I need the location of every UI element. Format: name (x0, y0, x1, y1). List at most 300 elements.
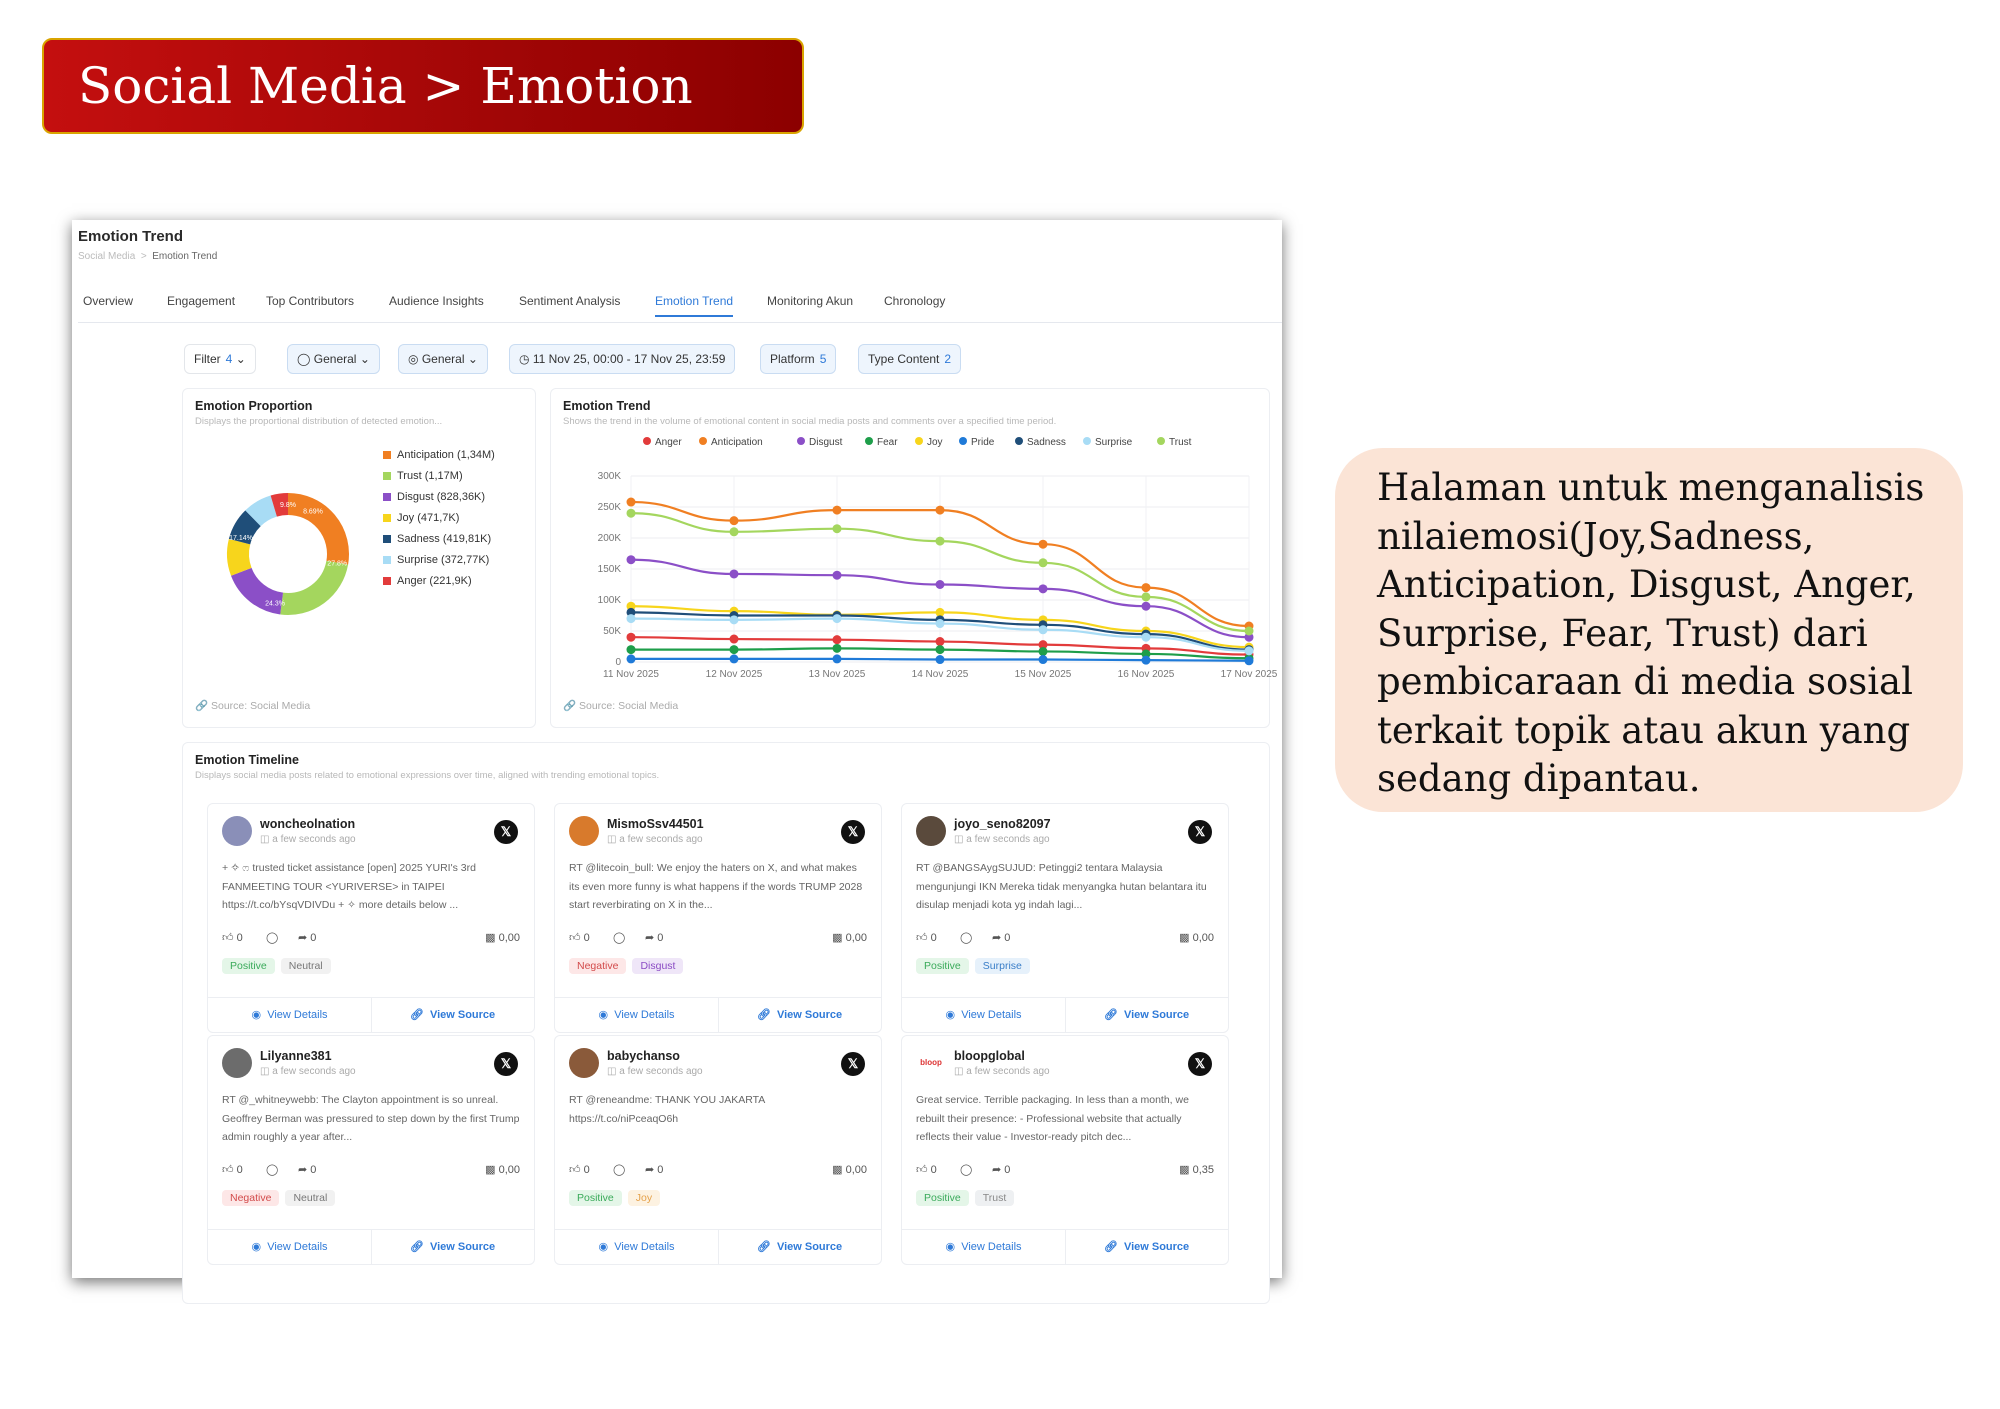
series-point (1039, 655, 1048, 664)
emotion-tag: Positive (222, 958, 275, 974)
emotion-tag: Positive (916, 958, 969, 974)
legend-label: Sadness (397, 532, 440, 545)
share-stat[interactable] (992, 931, 1010, 944)
post-card (554, 803, 882, 1033)
tab-chronology[interactable]: Chronology (884, 294, 946, 308)
avatar[interactable] (569, 1048, 599, 1078)
tab-bar (78, 294, 1282, 323)
post-time-text: a few seconds ago (966, 834, 1050, 845)
share-stat[interactable] (645, 1163, 663, 1176)
emotion-tag: Positive (916, 1190, 969, 1206)
view-details-label: View Details (614, 1241, 675, 1253)
breadcrumb-parent[interactable]: Social Media (78, 251, 136, 262)
series-point (936, 580, 945, 589)
series-point (1039, 625, 1048, 634)
series-point (627, 498, 636, 507)
link-icon: 🔗︎ (1103, 1009, 1118, 1021)
post-text: RT @litecoin_bull: We enjoy the haters on X, and what makes its even more funny is what happens if the words TRUMP 2028 start reverbirating on X in the... (569, 862, 863, 911)
tab-monitoring-akun[interactable]: Monitoring Akun (767, 294, 854, 308)
link-icon: 🔗︎ (409, 1241, 424, 1253)
series-point (936, 537, 945, 546)
donut-slice (282, 563, 338, 604)
emotion-trend-title: Emotion Trend (563, 399, 651, 413)
donut-slice-label: 9.8% (280, 502, 296, 509)
x-tick-label: 17 Nov 2025 (1220, 669, 1278, 680)
legend-item[interactable] (383, 507, 495, 528)
series-point (627, 633, 636, 642)
type-content-filter[interactable] (858, 344, 961, 374)
chevron-down-icon: ⌄ (235, 352, 246, 366)
page-title: Emotion Trend (78, 228, 183, 245)
donut-slice-label: 8.69% (303, 508, 323, 516)
trend-legend-label: Joy (927, 437, 943, 448)
legend-value: (1,34M) (456, 448, 495, 461)
dashboard-screenshot (72, 220, 1282, 1278)
score-value: 0,35 (1192, 1164, 1214, 1176)
thumbs-up-icon: 👍︎ (916, 932, 928, 944)
post-card (901, 803, 1229, 1033)
post-username[interactable]: joyo_seno82097 (954, 817, 1051, 831)
series-point (936, 645, 945, 654)
legend-label: Disgust (397, 490, 434, 503)
calendar-icon: ◫ (607, 834, 617, 845)
bar-chart-icon: ▩ (485, 1164, 496, 1176)
tab-emotion-trend[interactable]: Emotion Trend (655, 294, 733, 317)
score-value: 0,00 (845, 932, 867, 944)
x-tick-label: 11 Nov 2025 (603, 669, 659, 680)
description-note: Halaman untuk menganalisis nilaiemosi(Joy,Sadness, Anticipation, Disgust, Anger, Surprise, Fear, Trust) dari pembicaraan di media sosial terkait topik atau akun yang sedang dipantau. (1335, 448, 1963, 812)
post-text: + ✧ ෆ trusted ticket assistance [open] 2025 YURI's 3rd FANMEETING TOUR <YURIVERSE> in TAIPEI https://t.co/bYsqVDIVDu + ✧ more details below ... (222, 862, 476, 911)
legend-item[interactable] (383, 528, 495, 549)
post-actions (902, 1229, 1228, 1265)
emotion-trend-card (550, 388, 1278, 728)
slide-title: Social Media > Emotion Trend (42, 38, 804, 134)
post-actions (208, 997, 534, 1033)
post-username[interactable]: Lilyanne381 (260, 1049, 332, 1063)
like-stat[interactable] (916, 1163, 937, 1176)
chevron-down-icon: ⌄ (467, 352, 478, 366)
calendar-icon: ◫ (954, 1066, 964, 1077)
link-icon: 🔗︎ (1103, 1241, 1118, 1253)
emotion-trend-line-chart (551, 431, 1278, 691)
series-point (1142, 583, 1151, 592)
link-icon: 🔗︎ (756, 1009, 771, 1021)
like-count: 0 (930, 932, 937, 944)
legend-label: Anticipation (397, 448, 454, 461)
general-dropdown-1-value: General (313, 352, 357, 366)
type-content-label: Type Content (868, 352, 940, 366)
avatar[interactable] (222, 816, 252, 846)
trend-legend-label: Pride (971, 437, 995, 448)
comment-icon[interactable]: ◯ (613, 1164, 626, 1176)
trend-legend-marker (643, 437, 651, 445)
series-point (936, 637, 945, 646)
avatar[interactable] (569, 816, 599, 846)
comment-icon[interactable]: ◯ (266, 932, 279, 944)
emotion-timeline-subtitle: Displays social media posts related to emotional expressions over time, aligned with trending emotional topics. (195, 770, 660, 781)
comment-icon[interactable]: ◯ (613, 932, 626, 944)
share-icon: ➦ (645, 932, 655, 944)
share-count: 0 (657, 1164, 664, 1176)
avatar[interactable] (222, 1048, 252, 1078)
legend-item[interactable] (383, 444, 495, 465)
trend-legend-label: Surprise (1095, 437, 1133, 448)
donut-slice-label: 24.3% (265, 600, 285, 608)
legend-swatch (383, 514, 391, 522)
legend-value: (471,7K) (417, 511, 460, 524)
share-count: 0 (1004, 932, 1011, 944)
y-tick-label: 150K (597, 564, 621, 575)
thumbs-up-icon: 👍︎ (569, 1164, 581, 1176)
post-card (901, 1035, 1229, 1265)
view-source-label: View Source (776, 1241, 843, 1253)
donut-slice (241, 572, 281, 604)
share-count: 0 (310, 1164, 317, 1176)
series-point (833, 506, 842, 515)
bar-chart-icon: ▩ (485, 932, 496, 944)
comment-icon[interactable]: ◯ (266, 1164, 279, 1176)
y-tick-label: 250K (597, 502, 621, 513)
tab-top-contributors[interactable]: Top Contributors (266, 294, 355, 308)
comment-icon[interactable]: ◯ (960, 932, 973, 944)
emotion-legend (383, 444, 495, 591)
share-stat[interactable] (298, 931, 316, 944)
share-icon: ➦ (645, 1164, 655, 1176)
donut-slice-label: 27.8% (327, 560, 348, 568)
series-point (833, 614, 842, 623)
emotion-tag: Negative (222, 1190, 279, 1206)
eye-icon: ◉ (945, 1241, 956, 1253)
breadcrumb-current: Emotion Trend (152, 251, 218, 262)
post-tags (916, 1188, 1020, 1206)
trend-legend-marker (1157, 437, 1165, 445)
view-details-label: View Details (267, 1241, 328, 1253)
score-value: 0,00 (498, 1164, 520, 1176)
tab-engagement[interactable]: Engagement (167, 294, 236, 308)
globe-icon: ◎ (408, 352, 419, 366)
x-tick-label: 15 Nov 2025 (1014, 669, 1072, 680)
post-text: RT @reneandme: THANK YOU JAKARTA https://t.co/niPceaqO6h (569, 1094, 765, 1125)
post-time (954, 834, 1050, 845)
x-tick-label: 14 Nov 2025 (911, 669, 969, 680)
post-text: RT @_whitneywebb: The Clayton appointment is so unreal. Geoffrey Berman was pressured to step down by the first Trump admin roughly a year after... (222, 1094, 520, 1143)
emotion-trend-subtitle: Shows the trend in the volume of emotional content in social media posts and comments over a specified time period. (563, 416, 1057, 427)
legend-swatch (383, 556, 391, 564)
emotion-proportion-subtitle: Displays the proportional distribution of detected emotion... (195, 416, 443, 427)
x-logo-icon: 𝕏 (494, 820, 518, 844)
series-point (1245, 627, 1254, 636)
avatar[interactable] (916, 1048, 946, 1078)
view-details-label: View Details (614, 1009, 675, 1021)
share-icon: ➦ (992, 932, 1002, 944)
view-details-button[interactable] (555, 1230, 719, 1265)
series-point (1142, 602, 1151, 611)
general-dropdown-2[interactable] (398, 344, 488, 374)
date-range-picker[interactable] (509, 344, 735, 374)
series-point (627, 645, 636, 654)
post-tags (916, 956, 1036, 974)
series-point (627, 509, 636, 518)
trend-legend-marker (865, 437, 873, 445)
legend-swatch (383, 451, 391, 459)
like-count: 0 (236, 932, 243, 944)
series-point (730, 615, 739, 624)
platform-filter[interactable] (760, 344, 836, 374)
donut-slice (253, 506, 274, 518)
view-source-button[interactable] (718, 998, 881, 1033)
score-value: 0,00 (498, 932, 520, 944)
x-tick-label: 12 Nov 2025 (705, 669, 763, 680)
x-logo-icon: 𝕏 (841, 1052, 865, 1076)
emotion-timeline-card (182, 742, 1270, 1304)
share-icon: ➦ (992, 1164, 1002, 1176)
share-count: 0 (657, 932, 664, 944)
series-point (730, 654, 739, 663)
post-card (207, 1035, 535, 1265)
series-point (730, 645, 739, 654)
like-stat[interactable] (222, 931, 243, 944)
post-tags (222, 1188, 341, 1206)
post-time-text: a few seconds ago (619, 1066, 703, 1077)
view-source-label: View Source (776, 1009, 843, 1021)
thumbs-up-icon: 👍︎ (222, 1164, 234, 1176)
legend-label: Surprise (397, 553, 438, 566)
share-icon: ➦ (298, 932, 308, 944)
donut-slice-label: 17.14% (229, 534, 253, 542)
proportion-source-text: Source: Social Media (211, 700, 311, 712)
post-card (207, 803, 535, 1033)
trend-legend-marker (915, 437, 923, 445)
trend-legend-label: Sadness (1027, 437, 1066, 448)
x-logo-icon: 𝕏 (841, 820, 865, 844)
calendar-icon: ◫ (260, 834, 270, 845)
view-details-button[interactable] (902, 1230, 1066, 1265)
trend-legend-marker (1083, 437, 1091, 445)
series-point (1245, 646, 1254, 655)
donut-slice (238, 542, 241, 572)
series-point (833, 524, 842, 533)
emotion-tag: Joy (628, 1190, 660, 1206)
x-logo-icon: 𝕏 (1188, 1052, 1212, 1076)
like-count: 0 (583, 1164, 590, 1176)
view-source-label: View Source (1123, 1241, 1190, 1253)
legend-label: Trust (397, 469, 422, 482)
emotion-tag: Neutral (281, 958, 331, 974)
post-time (954, 1066, 1050, 1077)
series-point (730, 569, 739, 578)
x-logo-icon: 𝕏 (1188, 820, 1212, 844)
series-point (936, 506, 945, 515)
platform-label: Platform (770, 352, 815, 366)
like-stat[interactable] (916, 931, 937, 944)
share-stat[interactable] (992, 1163, 1010, 1176)
trend-legend-label: Fear (877, 437, 898, 448)
view-details-label: View Details (267, 1009, 328, 1021)
view-source-button[interactable] (1065, 998, 1228, 1033)
series-point (730, 527, 739, 536)
y-tick-label: 50K (603, 626, 621, 637)
share-stat[interactable] (298, 1163, 316, 1176)
bar-chart-icon: ▩ (832, 1164, 843, 1176)
tab-sentiment-analysis[interactable]: Sentiment Analysis (519, 294, 621, 308)
filter-label: Filter (194, 352, 221, 366)
bar-chart-icon: ▩ (1179, 932, 1190, 944)
engagement-score (1179, 1163, 1214, 1176)
legend-item[interactable] (383, 486, 495, 507)
series-point (1142, 656, 1151, 665)
post-username[interactable]: babychanso (607, 1049, 680, 1063)
post-time (260, 1066, 356, 1077)
post-time-text: a few seconds ago (619, 834, 703, 845)
date-range-value: 11 Nov 25, 00:00 - 17 Nov 25, 23:59 (532, 352, 726, 366)
comment-icon[interactable]: ◯ (960, 1164, 973, 1176)
trend-legend-label: Disgust (809, 437, 843, 448)
like-stat[interactable] (569, 1163, 590, 1176)
legend-swatch (383, 535, 391, 543)
series-point (1142, 633, 1151, 642)
view-details-button[interactable] (902, 998, 1066, 1033)
share-count: 0 (1004, 1164, 1011, 1176)
legend-value: (1,17M) (424, 469, 463, 482)
filter-button[interactable] (184, 344, 256, 374)
engagement-score (485, 931, 520, 944)
emotion-donut-chart (213, 479, 363, 629)
post-card (554, 1035, 882, 1265)
trend-source (563, 699, 678, 712)
chat-icon: ◯ (297, 352, 311, 366)
post-time (607, 1066, 703, 1077)
series-point (1142, 592, 1151, 601)
legend-item[interactable] (383, 465, 495, 486)
post-username[interactable]: bloopglobal (954, 1049, 1025, 1063)
post-time (260, 834, 356, 845)
emotion-tag: Positive (569, 1190, 622, 1206)
emotion-tag: Surprise (975, 958, 1030, 974)
post-tags (569, 1188, 666, 1206)
view-details-button[interactable] (555, 998, 719, 1033)
calendar-icon: ◫ (607, 1066, 617, 1077)
avatar[interactable] (916, 816, 946, 846)
chevron-down-icon: ⌄ (359, 352, 370, 366)
emotion-timeline-title: Emotion Timeline (195, 753, 299, 767)
tab-audience-insights[interactable]: Audience Insights (389, 294, 484, 308)
x-tick-label: 16 Nov 2025 (1117, 669, 1175, 680)
y-tick-label: 0 (615, 657, 621, 668)
view-details-button[interactable] (208, 1230, 372, 1265)
like-count: 0 (236, 1164, 243, 1176)
share-icon: ➦ (298, 1164, 308, 1176)
platform-count: 5 (819, 352, 827, 366)
trend-legend-marker (1015, 437, 1023, 445)
trend-legend-label: Trust (1169, 437, 1192, 448)
share-count: 0 (310, 932, 317, 944)
legend-swatch (383, 493, 391, 501)
legend-value: (221,9K) (429, 574, 472, 587)
thumbs-up-icon: 👍︎ (916, 1164, 928, 1176)
general-dropdown-2-value: General (421, 352, 465, 366)
series-point (833, 654, 842, 663)
score-value: 0,00 (1192, 932, 1214, 944)
series-point (1039, 540, 1048, 549)
link-icon: 🔗︎ (756, 1241, 771, 1253)
post-username[interactable]: MismoSsv44501 (607, 817, 704, 831)
view-details-label: View Details (961, 1009, 1022, 1021)
trend-legend-label: Anger (655, 437, 682, 448)
post-time (607, 834, 703, 845)
legend-item[interactable] (383, 549, 495, 570)
eye-icon: ◉ (945, 1009, 956, 1021)
view-source-label: View Source (1123, 1009, 1190, 1021)
post-username[interactable]: woncheolnation (260, 817, 356, 831)
general-dropdown-1[interactable] (287, 344, 380, 374)
post-actions (208, 1229, 534, 1265)
series-point (627, 614, 636, 623)
legend-label: Joy (397, 511, 415, 524)
series-point (1039, 584, 1048, 593)
avatar-text: bloop (920, 1058, 942, 1067)
post-time-text: a few seconds ago (272, 834, 356, 845)
trend-source-text: Source: Social Media (579, 700, 679, 712)
emotion-tag: Neutral (285, 1190, 335, 1206)
link-icon: 🔗 (195, 700, 209, 712)
thumbs-up-icon: 👍︎ (222, 932, 234, 944)
like-stat[interactable] (569, 931, 590, 944)
clock-icon: ◷ (519, 352, 530, 366)
proportion-source (195, 699, 310, 712)
series-point (1245, 656, 1254, 665)
legend-item[interactable] (383, 570, 495, 591)
series-point (833, 571, 842, 580)
bar-chart-icon: ▩ (832, 932, 843, 944)
like-stat[interactable] (222, 1163, 243, 1176)
emotion-tag: Trust (975, 1190, 1015, 1206)
emotion-proportion-card (182, 388, 536, 728)
tab-overview[interactable]: Overview (83, 294, 134, 308)
type-content-count: 2 (944, 352, 952, 366)
x-logo-icon: 𝕏 (494, 1052, 518, 1076)
view-source-label: View Source (429, 1241, 496, 1253)
view-source-label: View Source (429, 1009, 496, 1021)
like-count: 0 (583, 932, 590, 944)
series-point (627, 654, 636, 663)
series-point (833, 644, 842, 653)
view-source-button[interactable] (371, 998, 534, 1033)
filter-count: 4 (225, 352, 233, 366)
breadcrumb (78, 251, 217, 262)
post-time-text: a few seconds ago (272, 1066, 356, 1077)
post-tags (569, 956, 689, 974)
series-point (627, 555, 636, 564)
engagement-score (1179, 931, 1214, 944)
series-point (936, 655, 945, 664)
eye-icon: ◉ (251, 1009, 262, 1021)
legend-value: (828,36K) (436, 490, 486, 503)
post-actions (902, 997, 1228, 1033)
trend-legend-marker (959, 437, 967, 445)
view-source-button[interactable] (371, 1230, 534, 1265)
legend-value: (372,77K) (441, 553, 490, 566)
view-source-button[interactable] (718, 1230, 881, 1265)
view-details-button[interactable] (208, 998, 372, 1033)
thumbs-up-icon: 👍︎ (569, 932, 581, 944)
series-point (730, 635, 739, 644)
view-source-button[interactable] (1065, 1230, 1228, 1265)
eye-icon: ◉ (251, 1241, 262, 1253)
engagement-score (832, 1163, 867, 1176)
share-stat[interactable] (645, 931, 663, 944)
series-point (833, 635, 842, 644)
series-point (1039, 647, 1048, 656)
